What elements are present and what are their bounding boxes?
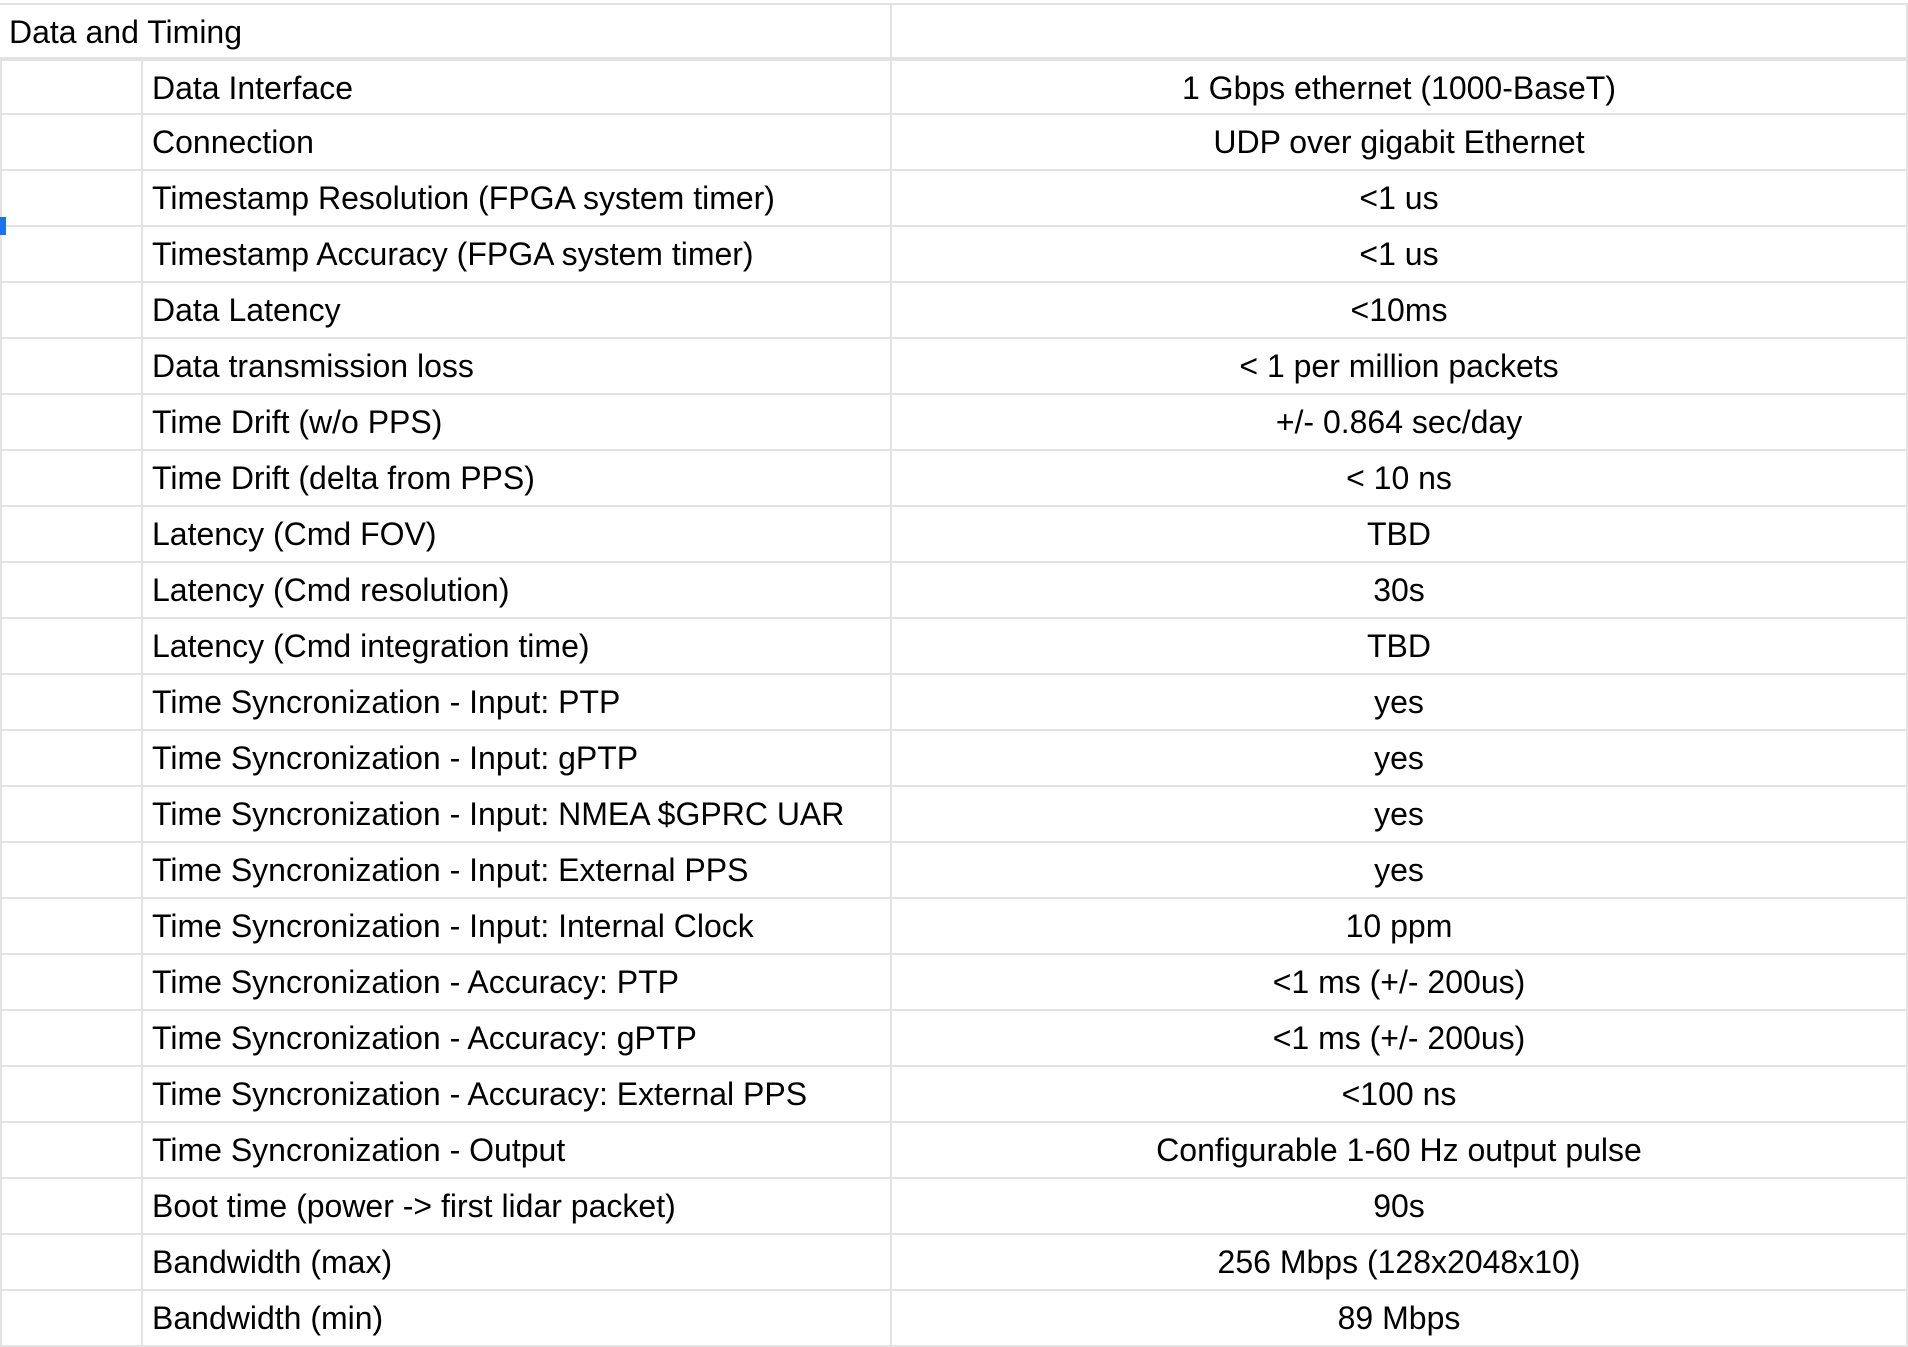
indent-cell[interactable] bbox=[0, 675, 143, 729]
spec-label-cell[interactable]: Time Drift (delta from PPS) bbox=[143, 451, 892, 505]
spec-value-cell[interactable]: yes bbox=[892, 675, 1908, 729]
indent-cell[interactable] bbox=[0, 339, 143, 393]
spec-value-cell[interactable]: TBD bbox=[892, 619, 1908, 673]
spec-value-cell[interactable]: yes bbox=[892, 843, 1908, 897]
section-header-row[interactable] bbox=[0, 3, 1908, 59]
indent-cell[interactable] bbox=[0, 171, 143, 225]
indent-cell[interactable] bbox=[0, 227, 143, 281]
spec-label-cell[interactable]: Time Syncronization - Output bbox=[143, 1123, 892, 1177]
spec-label-cell[interactable]: Connection bbox=[143, 115, 892, 169]
indent-cell[interactable] bbox=[0, 507, 143, 561]
spec-value-cell[interactable]: <10ms bbox=[892, 283, 1908, 337]
spec-value-cell[interactable]: 89 Mbps bbox=[892, 1291, 1908, 1345]
table-row bbox=[0, 1291, 1908, 1347]
table-row bbox=[0, 731, 1908, 787]
spec-value-cell[interactable]: <1 ms (+/- 200us) bbox=[892, 955, 1908, 1009]
table-row bbox=[0, 843, 1908, 899]
table-row bbox=[0, 227, 1908, 283]
table-row bbox=[0, 283, 1908, 339]
spec-label-cell[interactable]: Data transmission loss bbox=[143, 339, 892, 393]
spec-label-cell[interactable]: Bandwidth (max) bbox=[143, 1235, 892, 1289]
indent-cell[interactable] bbox=[0, 283, 143, 337]
spreadsheet-grid bbox=[0, 3, 1908, 1347]
spec-value-cell[interactable]: 30s bbox=[892, 563, 1908, 617]
spec-label-cell[interactable]: Time Drift (w/o PPS) bbox=[143, 395, 892, 449]
spec-label-cell[interactable]: Latency (Cmd resolution) bbox=[143, 563, 892, 617]
spec-label-cell[interactable]: Time Syncronization - Input: Internal Clock bbox=[143, 899, 892, 953]
indent-cell[interactable] bbox=[0, 843, 143, 897]
indent-cell[interactable] bbox=[0, 563, 143, 617]
table-row bbox=[0, 115, 1908, 171]
spec-value-cell[interactable]: Configurable 1-60 Hz output pulse bbox=[892, 1123, 1908, 1177]
row-selection-marker[interactable] bbox=[0, 217, 6, 235]
table-row bbox=[0, 451, 1908, 507]
spec-label-cell[interactable]: Data Interface bbox=[143, 61, 892, 113]
spec-value-cell[interactable]: <1 ms (+/- 200us) bbox=[892, 1011, 1908, 1065]
spec-label-cell[interactable]: Time Syncronization - Input: gPTP bbox=[143, 731, 892, 785]
spec-rows bbox=[0, 59, 1908, 1347]
table-row bbox=[0, 787, 1908, 843]
spec-value-cell[interactable]: <1 us bbox=[892, 227, 1908, 281]
spec-value-cell[interactable]: +/- 0.864 sec/day bbox=[892, 395, 1908, 449]
indent-cell[interactable] bbox=[0, 1011, 143, 1065]
indent-cell[interactable] bbox=[0, 1235, 143, 1289]
indent-cell[interactable] bbox=[0, 1123, 143, 1177]
spec-label-cell[interactable]: Time Syncronization - Accuracy: External PPS bbox=[143, 1067, 892, 1121]
indent-cell[interactable] bbox=[0, 955, 143, 1009]
spec-value-cell[interactable]: < 10 ns bbox=[892, 451, 1908, 505]
spec-label-cell[interactable]: Time Syncronization - Input: External PPS bbox=[143, 843, 892, 897]
table-row bbox=[0, 1235, 1908, 1291]
spec-label-cell[interactable]: Data Latency bbox=[143, 283, 892, 337]
spec-label-cell[interactable]: Boot time (power -> first lidar packet) bbox=[143, 1179, 892, 1233]
indent-cell[interactable] bbox=[0, 619, 143, 673]
spec-value-cell[interactable]: UDP over gigabit Ethernet bbox=[892, 115, 1908, 169]
table-row bbox=[0, 955, 1908, 1011]
indent-cell[interactable] bbox=[0, 731, 143, 785]
spec-value-cell[interactable]: TBD bbox=[892, 507, 1908, 561]
spec-label-cell[interactable]: Time Syncronization - Input: NMEA $GPRC UAR bbox=[143, 787, 892, 841]
table-row bbox=[0, 899, 1908, 955]
table-row bbox=[0, 1067, 1908, 1123]
indent-cell[interactable] bbox=[0, 787, 143, 841]
table-row bbox=[0, 619, 1908, 675]
spec-label-cell[interactable]: Timestamp Accuracy (FPGA system timer) bbox=[143, 227, 892, 281]
spec-value-cell[interactable]: < 1 per million packets bbox=[892, 339, 1908, 393]
indent-cell[interactable] bbox=[0, 1067, 143, 1121]
spec-value-cell[interactable]: 10 ppm bbox=[892, 899, 1908, 953]
indent-cell[interactable] bbox=[0, 115, 143, 169]
spec-value-cell[interactable]: <100 ns bbox=[892, 1067, 1908, 1121]
spec-label-cell[interactable]: Time Syncronization - Input: PTP bbox=[143, 675, 892, 729]
spec-label-cell[interactable]: Latency (Cmd FOV) bbox=[143, 507, 892, 561]
table-row bbox=[0, 395, 1908, 451]
spec-value-cell[interactable]: 1 Gbps ethernet (1000-BaseT) bbox=[892, 61, 1908, 113]
indent-cell[interactable] bbox=[0, 61, 143, 113]
spec-label-cell[interactable]: Latency (Cmd integration time) bbox=[143, 619, 892, 673]
table-row bbox=[0, 507, 1908, 563]
table-row bbox=[0, 1123, 1908, 1179]
table-row bbox=[0, 1011, 1908, 1067]
spec-label-cell[interactable]: Time Syncronization - Accuracy: gPTP bbox=[143, 1011, 892, 1065]
indent-cell[interactable] bbox=[0, 395, 143, 449]
section-empty-cell[interactable] bbox=[892, 5, 1908, 57]
indent-cell[interactable] bbox=[0, 899, 143, 953]
spec-label-cell[interactable]: Timestamp Resolution (FPGA system timer) bbox=[143, 171, 892, 225]
indent-cell[interactable] bbox=[0, 1179, 143, 1233]
spec-value-cell[interactable]: 90s bbox=[892, 1179, 1908, 1233]
indent-cell[interactable] bbox=[0, 451, 143, 505]
table-row bbox=[0, 339, 1908, 395]
table-row bbox=[0, 675, 1908, 731]
spec-value-cell[interactable]: yes bbox=[892, 731, 1908, 785]
spec-value-cell[interactable]: 256 Mbps (128x2048x10) bbox=[892, 1235, 1908, 1289]
section-title-cell[interactable]: Data and Timing bbox=[0, 5, 892, 57]
spec-label-cell[interactable]: Time Syncronization - Accuracy: PTP bbox=[143, 955, 892, 1009]
spec-value-cell[interactable]: yes bbox=[892, 787, 1908, 841]
spec-value-cell[interactable]: <1 us bbox=[892, 171, 1908, 225]
spec-label-cell[interactable]: Bandwidth (min) bbox=[143, 1291, 892, 1345]
table-row bbox=[0, 59, 1908, 115]
table-row bbox=[0, 563, 1908, 619]
table-row bbox=[0, 171, 1908, 227]
indent-cell[interactable] bbox=[0, 1291, 143, 1345]
table-row bbox=[0, 1179, 1908, 1235]
